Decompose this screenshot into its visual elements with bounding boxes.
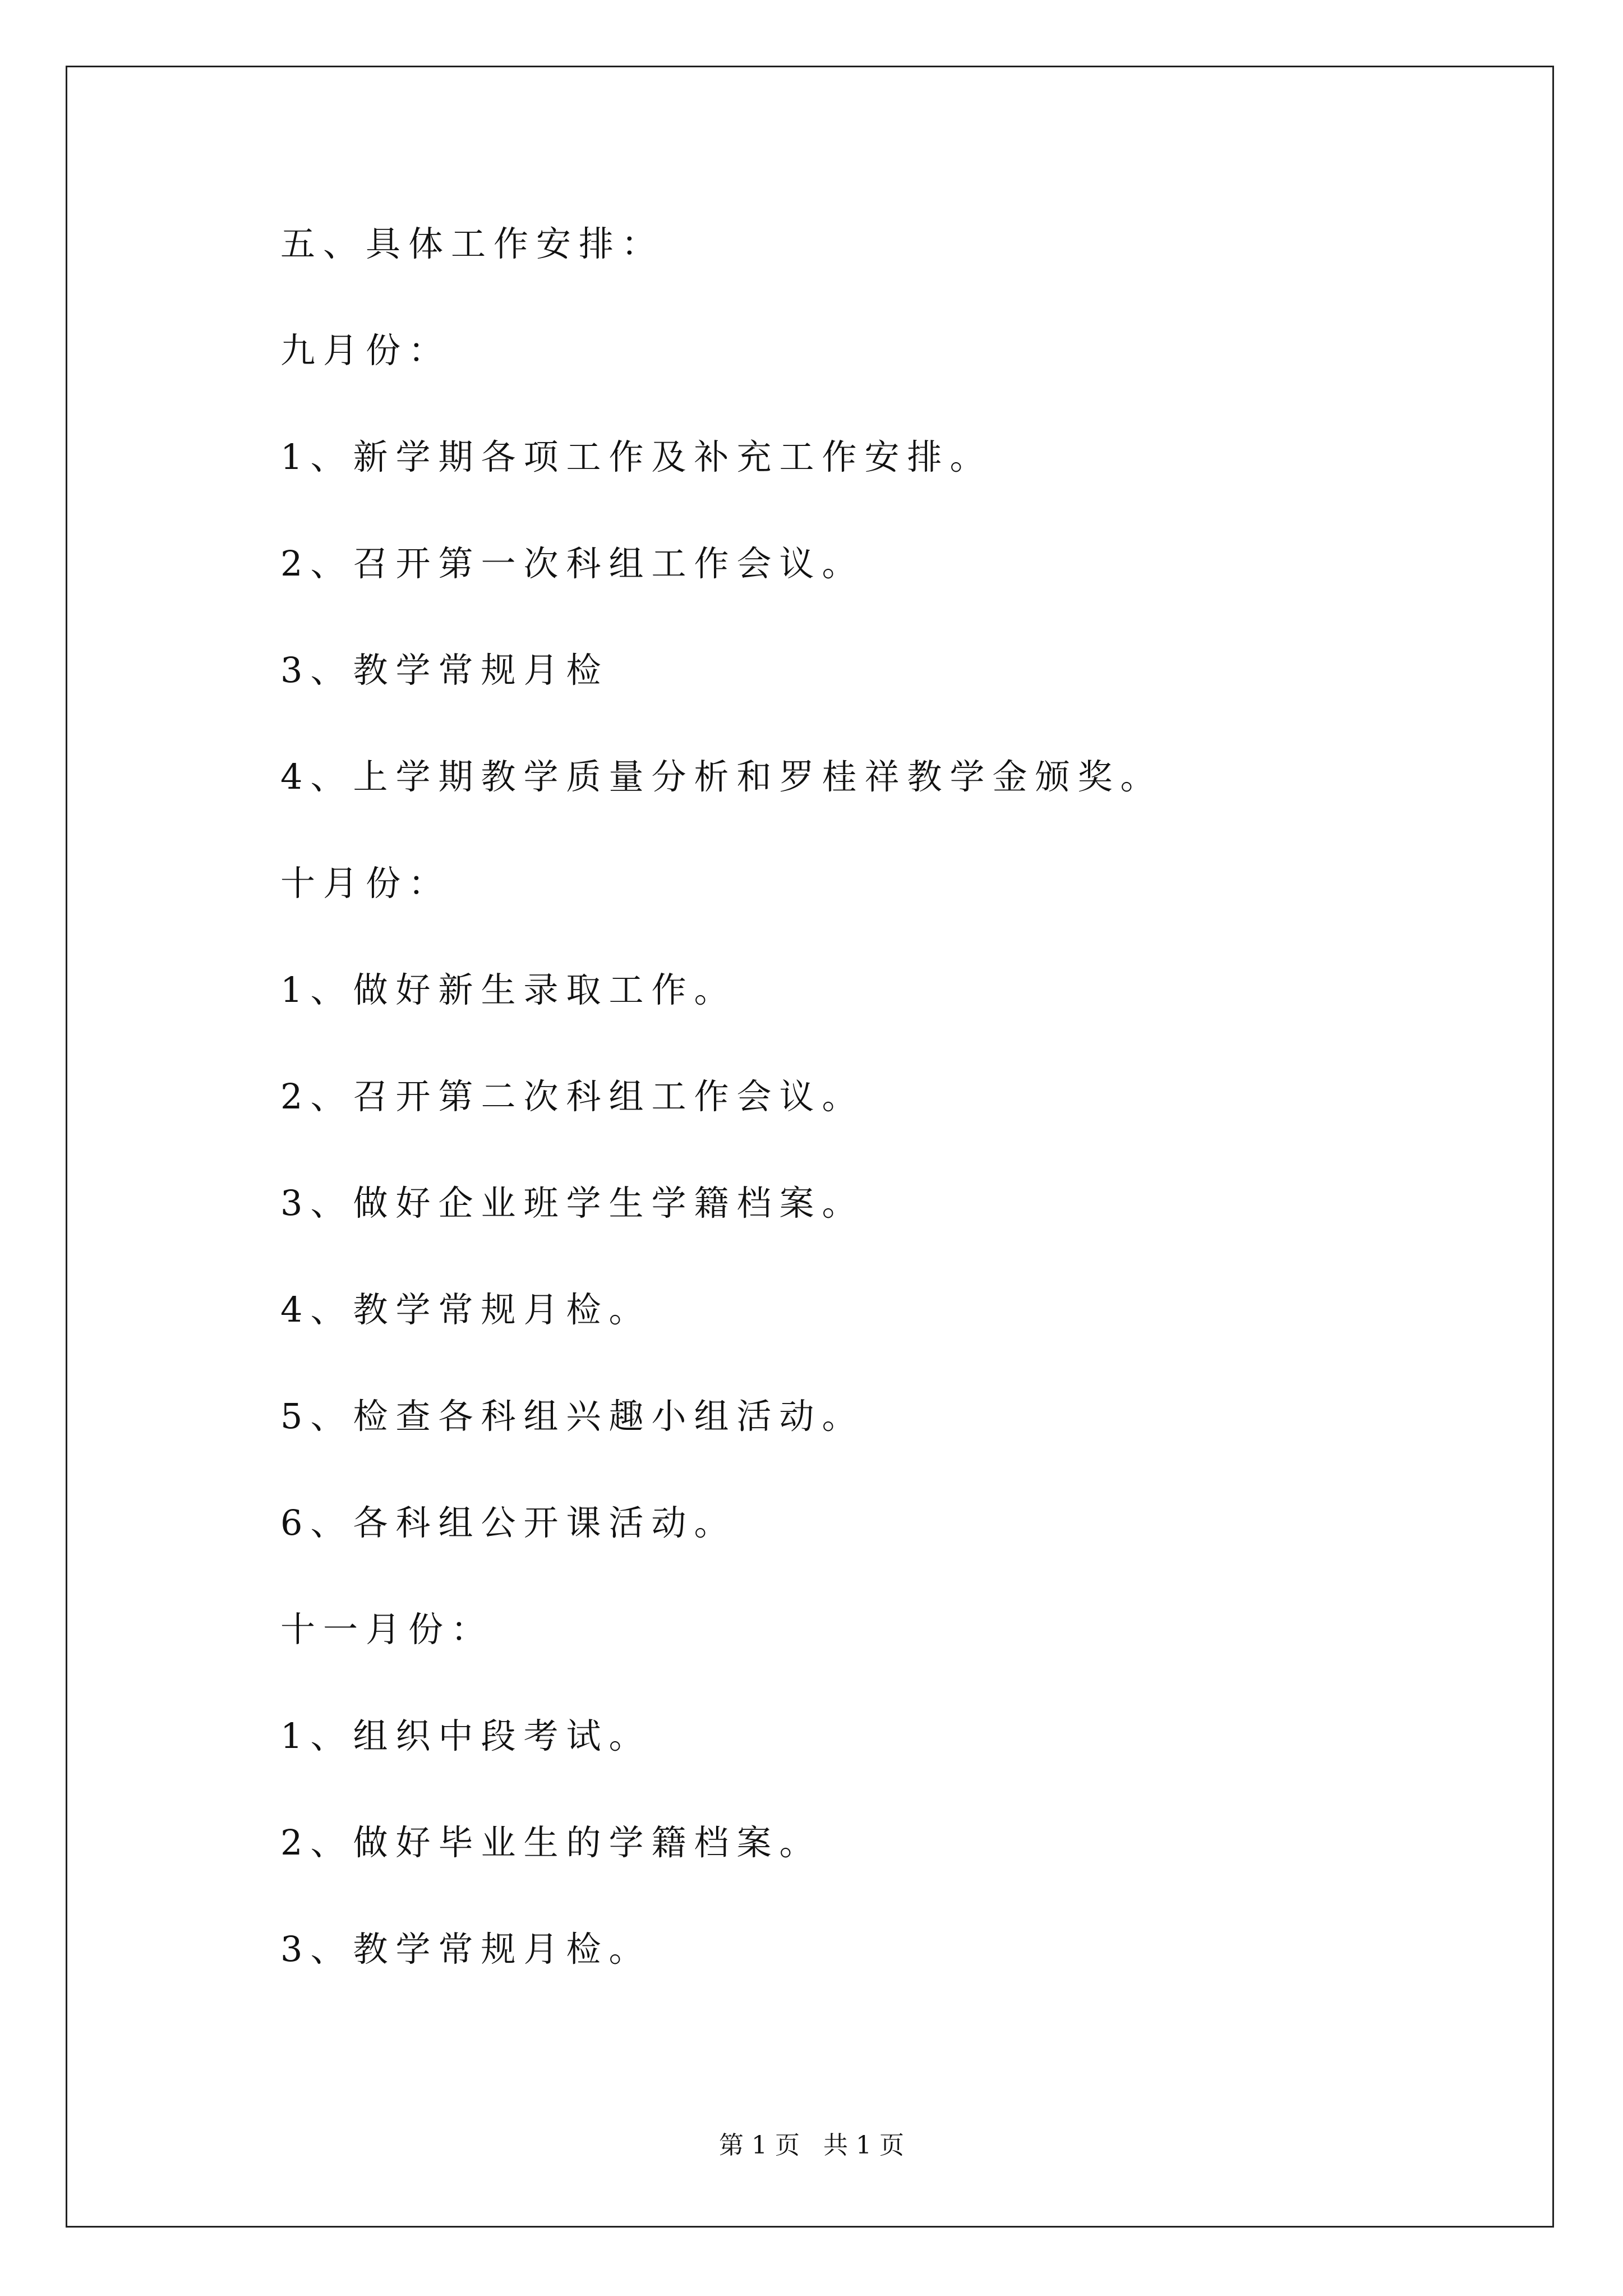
page-border xyxy=(66,66,1554,2228)
list-item: 3、教学常规月检 xyxy=(280,650,609,691)
list-item: 6、各科组公开课活动。 xyxy=(280,1502,737,1543)
month-heading-november: 十一月份： xyxy=(280,1609,494,1650)
list-item: 2、召开第一次科组工作会议。 xyxy=(280,543,865,584)
page-total: 共 1 页 xyxy=(823,2131,904,2160)
list-item: 1、做好新生录取工作。 xyxy=(280,969,737,1010)
list-item: 2、做好毕业生的学籍档案。 xyxy=(280,1822,822,1863)
list-item: 5、检查各科组兴趣小组活动。 xyxy=(280,1396,865,1437)
list-item: 3、教学常规月检。 xyxy=(280,1929,652,1970)
list-item: 1、组织中段考试。 xyxy=(280,1715,652,1756)
page-footer xyxy=(0,2129,1623,2162)
list-item: 2、召开第二次科组工作会议。 xyxy=(280,1076,865,1117)
list-item: 1、新学期各项工作及补充工作安排。 xyxy=(280,436,993,477)
list-item: 4、上学期教学质量分析和罗桂祥教学金颁奖。 xyxy=(280,756,1163,797)
section-heading: 五、具体工作安排： xyxy=(280,223,665,264)
list-item: 4、教学常规月检。 xyxy=(280,1289,652,1330)
month-heading-october: 十月份： xyxy=(280,863,451,904)
list-item: 3、做好企业班学生学籍档案。 xyxy=(280,1182,865,1223)
month-heading-september: 九月份： xyxy=(280,330,451,371)
page-number: 第 1 页 xyxy=(719,2131,800,2160)
